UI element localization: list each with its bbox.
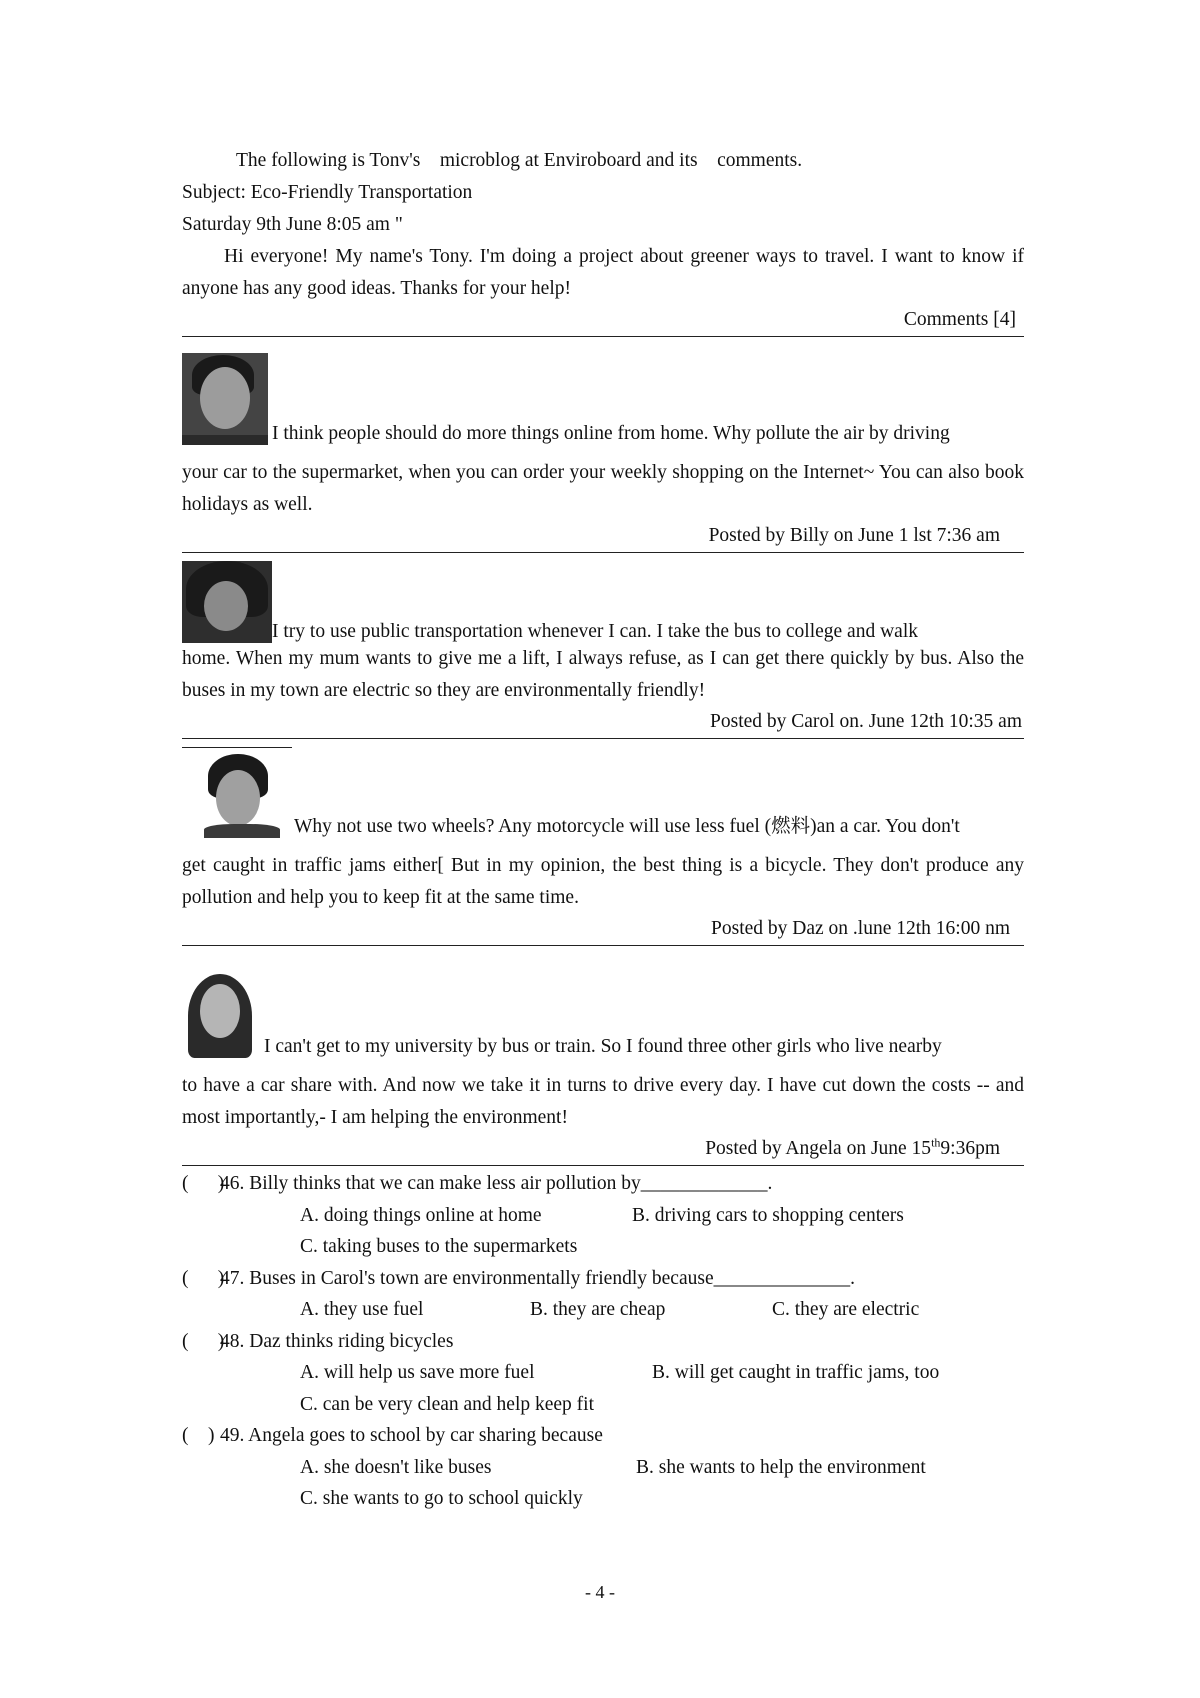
- comment-byline: Posted by Billy on June 1 lst 7:36 am: [708, 525, 1000, 546]
- answer-blank[interactable]: ( ): [182, 1173, 225, 1194]
- option-c: C. they are electric: [772, 1299, 920, 1320]
- subject-line: Subject: Eco-Friendly Transportation: [182, 182, 473, 203]
- questions-section: [182, 1168, 1024, 1515]
- avatar-photo: [182, 561, 272, 643]
- comment-angela: [182, 970, 1024, 1166]
- original-post: Hi everyone! My name's Tony. I'm doing a project about greener ways to travel. I want to know if anyone has any good ideas. Thanks for your help!: [182, 246, 1024, 299]
- comment-body: your car to the supermarket, when you can order your weekly shopping on the Internet~ You can also book holidays as well.: [182, 462, 1024, 515]
- option-b: B. she wants to help the environment: [636, 1456, 926, 1478]
- comment-body: to have a car share with. And now we take it in turns to drive every day. I have cut down the costs -- and most importantly,- I am helping the environment!: [182, 1075, 1024, 1128]
- option-a: A. she doesn't like buses: [300, 1456, 492, 1478]
- comment-first-line: Why not use two wheels? Any motorcycle will use less fuel (燃料)an a car. You don't: [294, 816, 960, 837]
- byline-time: 9:36pm: [940, 1138, 1000, 1159]
- option-c: C. she wants to go to school quickly: [300, 1488, 583, 1509]
- comment-first-line: I can't get to my university by bus or train. So I found three other girls who live nearby: [264, 1036, 942, 1057]
- page-number: - 4 -: [585, 1582, 615, 1602]
- byline-superscript: th: [931, 1135, 941, 1150]
- option-b: B. they are cheap: [530, 1299, 666, 1320]
- option-b: B. will get caught in traffic jams, too: [652, 1362, 940, 1383]
- comment-carol: [182, 561, 1024, 748]
- question-48: [182, 1326, 1024, 1421]
- option-a: A. they use fuel: [300, 1299, 424, 1320]
- comment-byline: Posted by Daz on .lune 12th 16:00 nm: [711, 918, 1010, 939]
- option-c: C. taking buses to the supermarkets: [300, 1236, 578, 1257]
- comment-daz: [182, 752, 1024, 946]
- option-a: A. will help us save more fuel: [300, 1362, 535, 1383]
- question-text: 49. Angela goes to school by car sharing because: [220, 1425, 603, 1446]
- comment-byline: Posted by Carol on. June 12th 10:35 am: [710, 711, 1022, 732]
- option-a: A. doing things online at home: [300, 1204, 542, 1226]
- comment-byline-rule: [182, 522, 1024, 553]
- comment-byline-rule: [182, 915, 1024, 946]
- date-line: Saturday 9th June 8:05 am ": [182, 214, 403, 235]
- question-47: [182, 1263, 1024, 1326]
- short-rule: [182, 739, 292, 748]
- question-text: 47. Buses in Carol's town are environmentally friendly because______________.: [220, 1267, 855, 1289]
- comment-body: home. When my mum wants to give me a lift, I always refuse, as I can get there quickly by bus. Also the buses in my town are electric so they are environmentally friendly!: [182, 648, 1024, 701]
- comment-byline: [705, 1135, 1000, 1163]
- comment-byline-rule: [182, 1135, 1024, 1166]
- comment-body: get caught in traffic jams either[ But in my opinion, the best thing is a bicycle. They don't produce any pollution and help you to keep fit at the same time.: [182, 855, 1024, 908]
- option-c: C. can be very clean and help keep fit: [300, 1393, 594, 1415]
- avatar-photo: [194, 752, 290, 838]
- comment-first-line: I try to use public transportation whenever I can. I take the bus to college and walk: [272, 621, 918, 642]
- comment-billy: [182, 353, 1024, 553]
- question-text: 48. Daz thinks riding bicycles: [220, 1330, 454, 1352]
- question-49: [182, 1420, 1024, 1515]
- question-46: [182, 1168, 1024, 1263]
- avatar-photo: [182, 353, 268, 445]
- comments-rule: [182, 306, 1024, 337]
- comment-byline-rule: [182, 708, 1024, 739]
- option-b: B. driving cars to shopping centers: [632, 1204, 904, 1226]
- answer-blank[interactable]: ( ): [182, 1267, 225, 1289]
- comment-first-line: I think people should do more things online from home. Why pollute the air by driving: [272, 423, 950, 444]
- intro-line: The following is Tonv's microblog at Enviroboard and its comments.: [236, 150, 803, 171]
- avatar-photo: [182, 970, 262, 1058]
- document-page: [182, 145, 1024, 1515]
- comments-count: Comments [4]: [903, 309, 1016, 330]
- question-text: 46. Billy thinks that we can make less air pollution by_____________.: [220, 1173, 773, 1194]
- byline-text: Posted by Angela on June 15: [705, 1138, 932, 1159]
- answer-blank[interactable]: ( ): [182, 1425, 215, 1446]
- answer-blank[interactable]: ( ): [182, 1330, 225, 1352]
